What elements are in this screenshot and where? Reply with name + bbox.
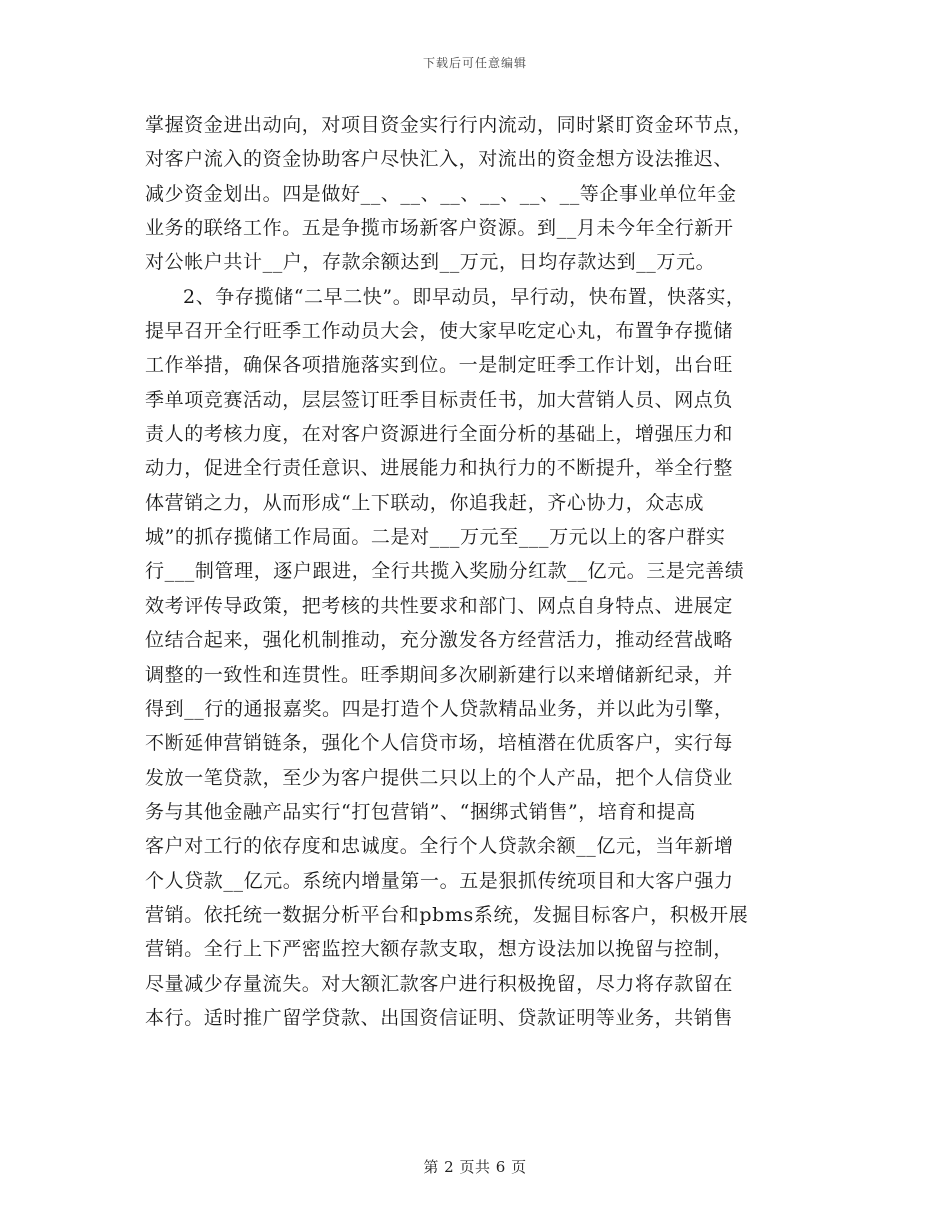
text-line: 不断延伸营销链条，强化个人信贷市场，培植潜在优质客户，实行每 bbox=[145, 732, 734, 755]
page-number-footer: 第 2 页共 6 页 bbox=[423, 1158, 527, 1176]
text-line: 减少资金划出。四是做好__、__、__、__、__、__等企事业单位年金 bbox=[145, 182, 737, 205]
text-line: 掌握资金进出动向，对项目资金实行行内流动，同时紧盯资金环节点， bbox=[145, 114, 753, 136]
text-line: 个人贷款__亿元。系统内增量第一。五是狠抓传统项目和大客户强力 bbox=[145, 869, 734, 892]
text-line: 客户对工行的依存度和忠诚度。全行个人贷款余额__亿元，当年新增 bbox=[145, 835, 734, 858]
text-line: 动力，促进全行责任意识、进展能力和执行力的不断提升，举全行整 bbox=[145, 457, 734, 480]
paragraph-start-line: 2、争存揽储“二早二快”。即早动员，早行动，快布置，快落实， bbox=[183, 285, 746, 308]
text-line: 季单项竞赛活动，层层签订旺季目标责任书，加大营销人员、网点负 bbox=[145, 388, 734, 411]
text-line: 体营销之力，从而形成“上下联动，你追我赶，齐心协力，众志成 bbox=[145, 491, 705, 514]
text-line: 工作举措，确保各项措施落实到位。一是制定旺季工作计划，出台旺 bbox=[145, 354, 734, 377]
text-line: 发放一笔贷款，至少为客户提供二只以上的个人产品，把个人信贷业 bbox=[145, 766, 734, 789]
text-line: 位结合起来，强化机制推动，充分激发各方经营活力，推动经营战略 bbox=[145, 629, 734, 652]
text-line: 行___制管理，逐户跟进，全行共揽入奖励分红款__亿元。三是完善绩 bbox=[145, 560, 745, 583]
text-line: 营销。依托统一数据分析平台和pbms系统，发掘目标客户，积极开展 bbox=[145, 903, 749, 926]
text-line: 责人的考核力度，在对客户资源进行全面分析的基础上，增强压力和 bbox=[145, 423, 734, 446]
page-header: 下载后可任意编辑 bbox=[422, 56, 527, 70]
text-line: 得到__行的通报嘉奖。四是打造个人贷款精品业务，并以此为引擎， bbox=[145, 697, 734, 720]
text-line: 业务的联络工作。五是争揽市场新客户资源。到__月未今年全行新开 bbox=[145, 217, 734, 240]
text-line: 效考评传导政策，把考核的共性要求和部门、网点自身特点、进展定 bbox=[145, 594, 734, 617]
text-line: 本行。适时推广留学贷款、出国资信证明、贷款证明等业务，共销售 bbox=[145, 1006, 734, 1029]
text-line: 对客户流入的资金协助客户尽快汇入，对流出的资金想方设法推迟、 bbox=[145, 148, 734, 171]
text-line: 务与其他金融产品实行“打包营销”、“捆绑式销售”，培育和提高 bbox=[145, 800, 696, 823]
text-line: 城”的抓存揽储工作局面。二是对___万元至___万元以上的客户群实 bbox=[145, 526, 726, 549]
document-body bbox=[145, 108, 825, 1035]
text-line: 对公帐户共计__户，存款余额达到__万元，日均存款达到__万元。 bbox=[145, 251, 716, 274]
text-line: 调整的一致性和连贯性。旺季期间多次刷新建行以来增储新纪录，并 bbox=[145, 663, 734, 686]
text-line: 营销。全行上下严密监控大额存款支取，想方设法加以挽留与控制， bbox=[145, 938, 734, 961]
text-line: 提早召开全行旺季工作动员大会，使大家早吃定心丸，布置争存揽储 bbox=[145, 320, 734, 343]
text-line: 尽量减少存量流失。对大额汇款客户进行积极挽留，尽力将存款留在 bbox=[145, 972, 734, 995]
